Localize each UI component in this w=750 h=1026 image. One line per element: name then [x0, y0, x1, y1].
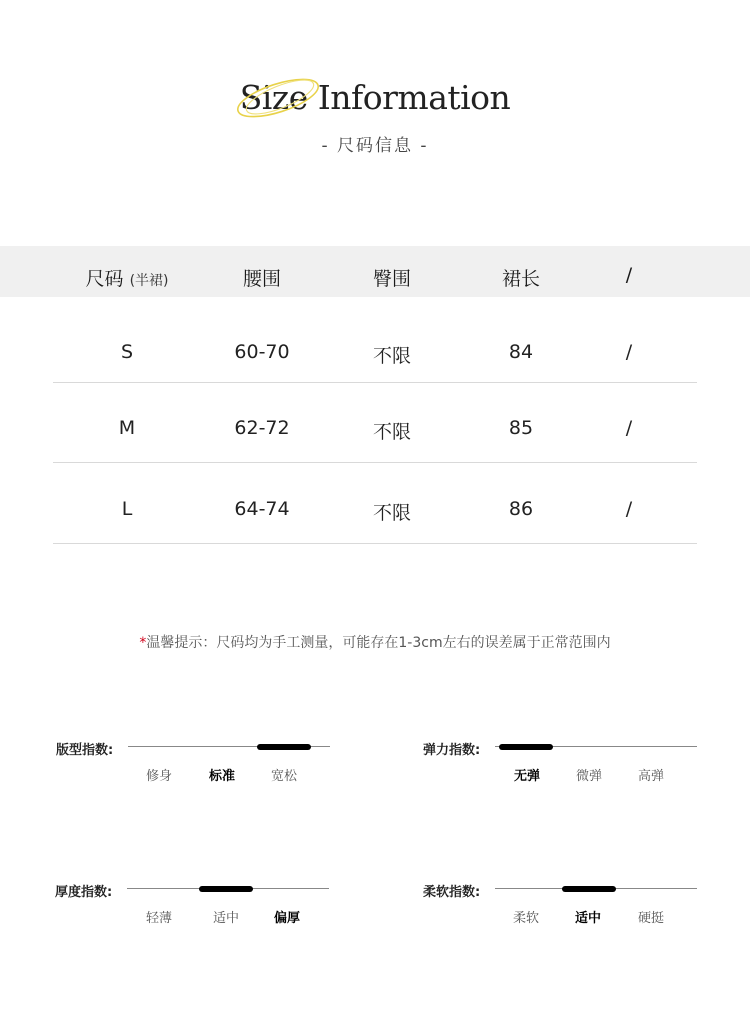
note-star: *	[139, 635, 147, 651]
index-option-selected: 无弹	[513, 769, 540, 784]
index-label: 柔软指数:	[423, 885, 481, 900]
row-divider	[53, 543, 697, 544]
header-waist: 腰围	[242, 268, 281, 290]
cell-waist: 60-70	[234, 341, 290, 363]
index-option: 柔软	[512, 911, 539, 926]
header-size-sub: (半裙)	[129, 273, 169, 289]
measurement-note	[0, 632, 750, 652]
header-hip: 臀围	[372, 268, 411, 290]
index-option: 高弹	[637, 769, 664, 784]
index-indicator	[499, 744, 553, 750]
page-subtitle: - 尺码信息 -	[321, 136, 429, 156]
cell-size: L	[121, 498, 133, 520]
cell-hip: 不限	[372, 345, 411, 367]
index-option: 轻薄	[145, 911, 172, 926]
index-option: 宽松	[270, 769, 297, 784]
index-option-selected: 偏厚	[273, 911, 300, 926]
cell-waist: 62-72	[234, 417, 290, 439]
row-divider	[53, 382, 697, 383]
index-option: 适中	[212, 911, 239, 926]
header-size	[52, 264, 202, 291]
title-block	[0, 72, 750, 124]
note-text: 温馨提示：尺码均为手工测量，可能存在1-3cm左右的误差属于正常范围内	[146, 635, 611, 651]
cell-size: S	[120, 341, 134, 363]
index-option-selected: 标准	[208, 769, 235, 784]
cell-hip: 不限	[372, 502, 411, 524]
cell-hip: 不限	[372, 421, 411, 443]
header-extra: /	[625, 264, 633, 286]
row-divider	[53, 462, 697, 463]
index-label: 弹力指数:	[423, 743, 481, 758]
index-indicator	[199, 886, 253, 892]
page-title	[240, 72, 511, 124]
index-label: 版型指数:	[56, 743, 114, 758]
header-length: 裙长	[501, 268, 540, 290]
index-option: 修身	[145, 769, 172, 784]
header-size-label: 尺码	[85, 268, 124, 290]
index-indicator	[257, 744, 311, 750]
index-option: 硬挺	[637, 911, 664, 926]
cell-length: 84	[508, 341, 534, 363]
page-title-text: Size Information	[239, 78, 511, 117]
cell-extra: /	[625, 341, 633, 363]
cell-extra: /	[625, 498, 633, 520]
cell-waist: 64-74	[234, 498, 290, 520]
cell-size: M	[118, 417, 136, 439]
index-option-selected: 适中	[574, 911, 601, 926]
cell-length: 86	[508, 498, 534, 520]
cell-extra: /	[625, 417, 633, 439]
index-label: 厚度指数:	[55, 885, 113, 900]
index-indicator	[562, 886, 616, 892]
index-option: 微弹	[575, 769, 602, 784]
cell-length: 85	[508, 417, 534, 439]
